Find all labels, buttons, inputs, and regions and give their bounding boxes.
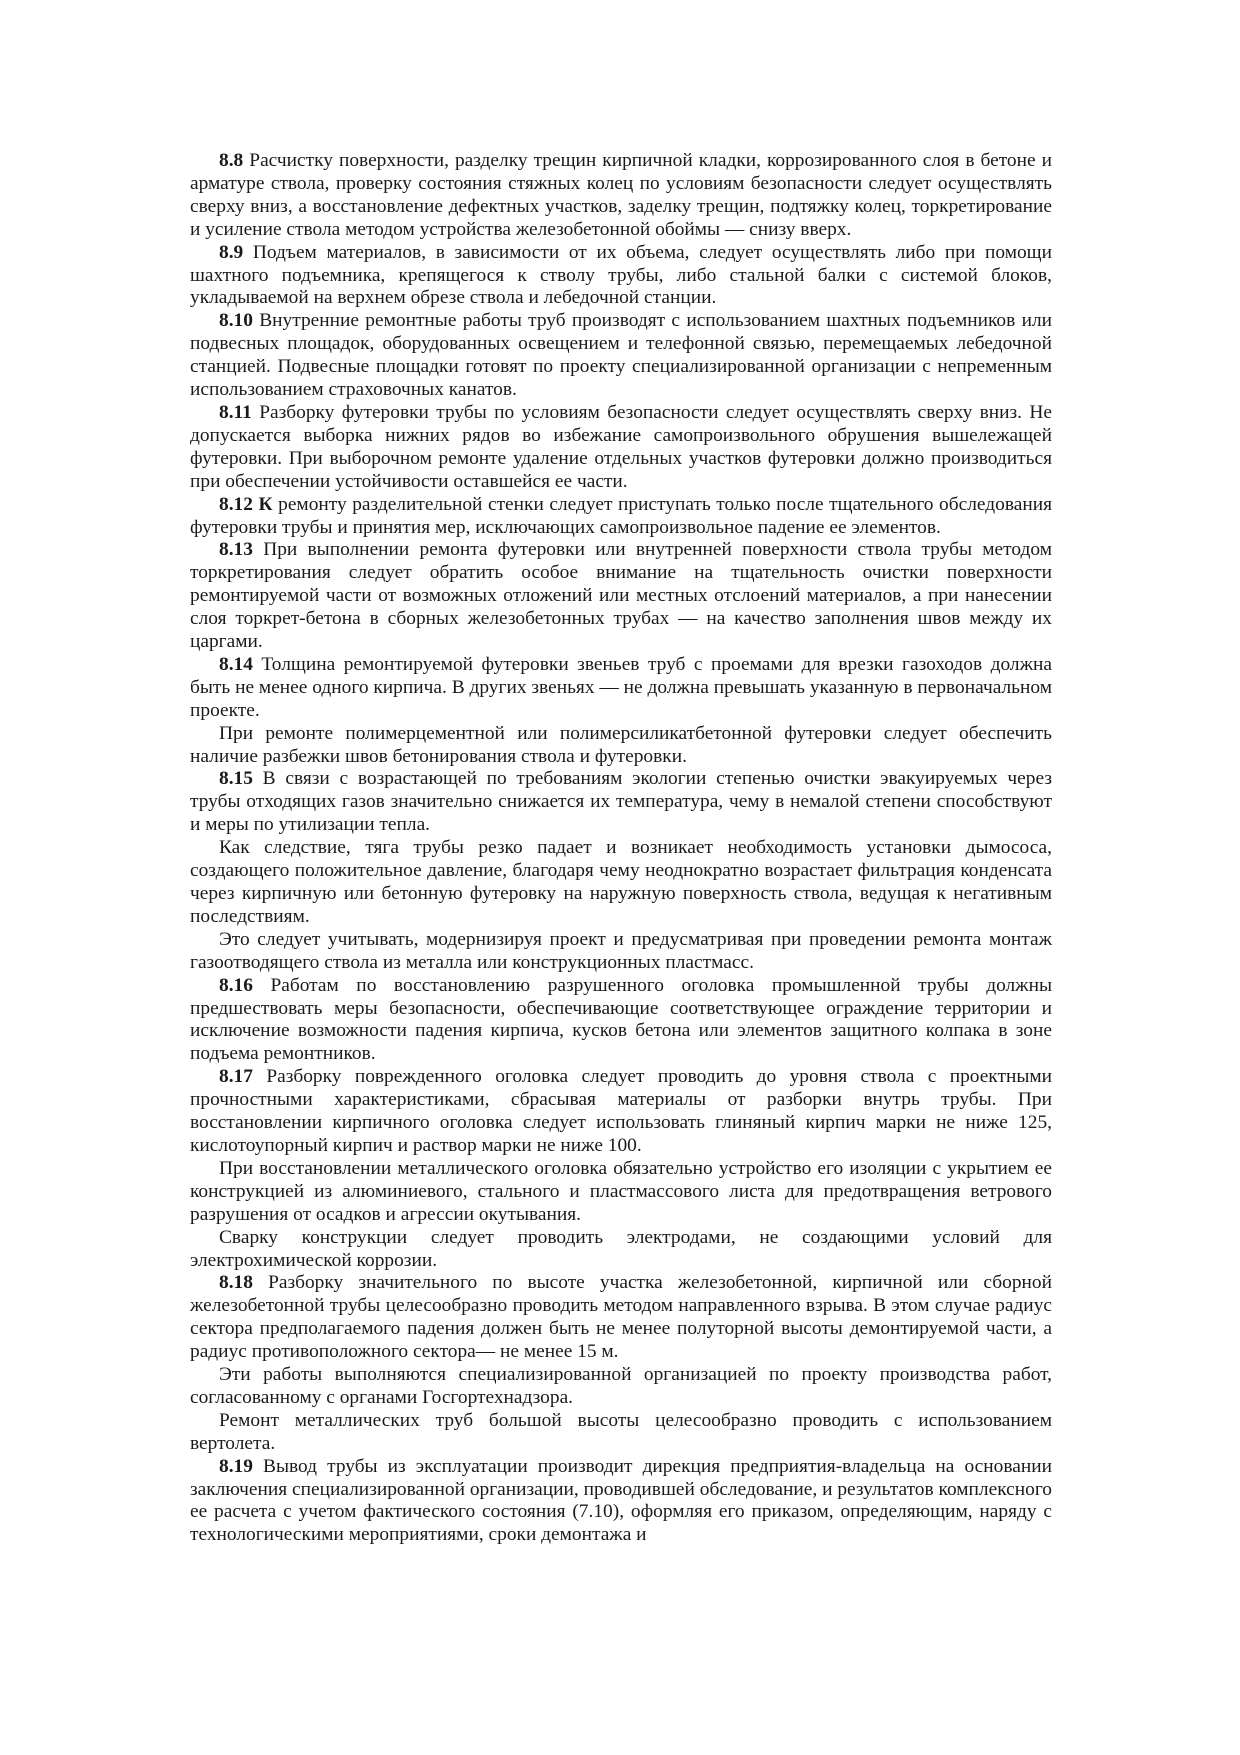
- paragraph-8-14-cont: [190, 723, 1052, 769]
- paragraph-8-9: [190, 242, 1052, 311]
- clause-number: 8.13: [219, 539, 253, 561]
- paragraph-8-17-cont-1: [190, 1158, 1052, 1227]
- paragraph-8-12: [190, 494, 1052, 540]
- paragraph-8-15-cont-1: [190, 837, 1052, 929]
- paragraph-text: Вывод трубы из эксплуатации производит дирекция предприятия-владельца на основании заключения специализированной организации, проводившей обследование, и результатов комплексного ее расчета с учетом фактического состояния (7.10), оформляя его приказом, определяющим, наряду с технологическими мероприятиями, сроки демонтажа и: [190, 1455, 1052, 1546]
- clause-number: 8.19: [219, 1455, 253, 1477]
- paragraph-text: Ремонт металлических труб большой высоты целесообразно проводить с использованием вертолета.: [190, 1409, 1052, 1454]
- paragraph-8-15-cont-2: [190, 929, 1052, 975]
- paragraph-text: Как следствие, тяга трубы резко падает и возникает необходимость установки дымососа, создающего положительное давление, благодаря чему неоднократно возрастает фильтрация конденсата через кирпичную или бетонную футеровку на наружную поверхность ствола, ведущая к негативным последствиям.: [190, 837, 1052, 927]
- clause-number: 8.16: [219, 974, 253, 996]
- paragraph-8-18-cont-1: [190, 1364, 1052, 1410]
- paragraph-text: Работам по восстановлению разрушенного оголовка промышленной трубы должны предшествовать меры безопасности, обеспечивающие соответствующее ограждение территории и исключение возможности падения кирпича, кусков бетона или элементов защитного колпака в зоне подъема ремонтников.: [190, 974, 1052, 1065]
- paragraph-text: Расчистку поверхности, разделку трещин кирпичной кладки, коррозированного слоя в бетоне и арматуре ствола, проверку состояния стяжных колец по условиям безопасности следует осуществлять сверху вниз, а восстановление дефектных участков, заделку трещин, подтяжку колец, торкретирование и усиление ствола методом устройства железобетонной обоймы — снизу вверх.: [190, 150, 1052, 240]
- clause-number: 8.14: [219, 653, 253, 675]
- clause-number: 8.10: [219, 310, 253, 332]
- paragraph-8-14: [190, 654, 1052, 723]
- paragraph-text: Разборку поврежденного оголовка следует проводить до уровня ствола с проектными прочностными характеристиками, сбрасывая материалы от разборки внутрь трубы. При восстановлении кирпичного оголовка следует использовать глиняный кирпич марки не ниже 125, кислотоупорный кирпич и раствор марки не ниже 100.: [190, 1066, 1052, 1156]
- paragraph-8-11: [190, 402, 1052, 494]
- clause-number: 8.9: [219, 241, 244, 263]
- paragraph-text: При ремонте полимерцементной или полимерсиликатбетонной футеровки следует обеспечить наличие разбежки швов бетонирования ствола и футеровки.: [190, 722, 1052, 767]
- paragraph-text: Внутренние ремонтные работы труб производят с использованием шахтных подъемников или подвесных площадок, оборудованных освещением и телефонной связью, перемещаемых лебедочной станцией. Подвесные площадки готовят по проекту специализированной организации с непременным использованием страховочных канатов.: [190, 310, 1052, 401]
- clause-number: 8.17: [219, 1066, 253, 1088]
- paragraph-8-8: [190, 150, 1052, 242]
- clause-number: 8.18: [219, 1272, 253, 1294]
- clause-number: 8.15: [219, 768, 253, 790]
- clause-number: 8.8: [219, 150, 244, 171]
- paragraph-text: При восстановлении металлического оголовка обязательно устройство его изоляции с укрытием ее конструкцией из алюминиевого, стального и пластмассового листа для предотвращения ветрового разрушения от осадков и агрессии окутывания.: [190, 1157, 1052, 1225]
- paragraph-text: Сварку конструкции следует проводить электродами, не создающими условий для электрохимической коррозии.: [190, 1226, 1052, 1271]
- paragraph-8-18: [190, 1272, 1052, 1364]
- paragraph-8-19: [190, 1456, 1052, 1548]
- paragraph-8-17-cont-2: [190, 1227, 1052, 1273]
- paragraph-8-15: [190, 768, 1052, 837]
- paragraph-text: ремонту разделительной стенки следует приступать только после тщательного обследования футеровки трубы и принятия мер, исключающих самопроизвольное падение ее элементов.: [190, 493, 1052, 538]
- paragraph-8-16: [190, 975, 1052, 1067]
- clause-number: 8.11: [219, 401, 252, 423]
- paragraph-text: При выполнении ремонта футеровки или внутренней поверхности ствола трубы методом торкретирования следует обратить особое внимание на тщательность очистки поверхности ремонтируемой части от возможных отложений или местных отслоений материалов, а при нанесении слоя торкрет-бетона в сборных железобетонных трубах — на качество заполнения швов между их царгами.: [190, 539, 1052, 653]
- document-page: [190, 150, 1052, 1547]
- paragraph-text: Разборку футеровки трубы по условиям безопасности следует осуществлять сверху вниз. Не допускается выборка нижних рядов во избежание самопроизвольного обрушения вышележащей футеровки. При выборочном ремонте удаление отдельных участков футеровки должно производиться при обеспечении устойчивости оставшейся ее части.: [190, 401, 1052, 492]
- paragraph-8-17: [190, 1066, 1052, 1158]
- paragraph-8-18-cont-2: [190, 1410, 1052, 1456]
- paragraph-8-10: [190, 310, 1052, 402]
- paragraph-text: Разборку значительного по высоте участка железобетонной, кирпичной или сборной железобетонной трубы целесообразно проводить методом направленного взрыва. В этом случае радиус сектора предполагаемого падения должен быть не менее полуторной высоты демонтируемой части, а радиус противоположного сектора— не менее 15 м.: [190, 1272, 1052, 1363]
- paragraph-text: Толщина ремонтируемой футеровки звеньев труб с проемами для врезки газоходов должна быть не менее одного кирпича. В других звеньях — не должна превышать указанную в первоначальном проекте.: [190, 653, 1052, 721]
- paragraph-text: В связи с возрастающей по требованиям экологии степенью очистки эвакуируемых через трубы отходящих газов значительно снижается их температура, чему в немалой степени способствуют и меры по утилизации тепла.: [190, 768, 1052, 836]
- clause-number: 8.12 К: [219, 493, 273, 515]
- paragraph-text: Это следует учитывать, модернизируя проект и предусматривая при проведении ремонта монтаж газоотводящего ствола из металла или конструкционных пластмасс.: [190, 928, 1052, 973]
- paragraph-text: Эти работы выполняются специализированной организацией по проекту производства работ, согласованному с органами Госгортехнадзора.: [190, 1364, 1052, 1408]
- paragraph-8-13: [190, 539, 1052, 654]
- paragraph-text: Подъем материалов, в зависимости от их объема, следует осуществлять либо при помощи шахтного подъемника, крепящегося к стволу трубы, либо стальной балки с системой блоков, укладываемой на верхнем обрезе ствола и лебедочной станции.: [190, 241, 1052, 309]
